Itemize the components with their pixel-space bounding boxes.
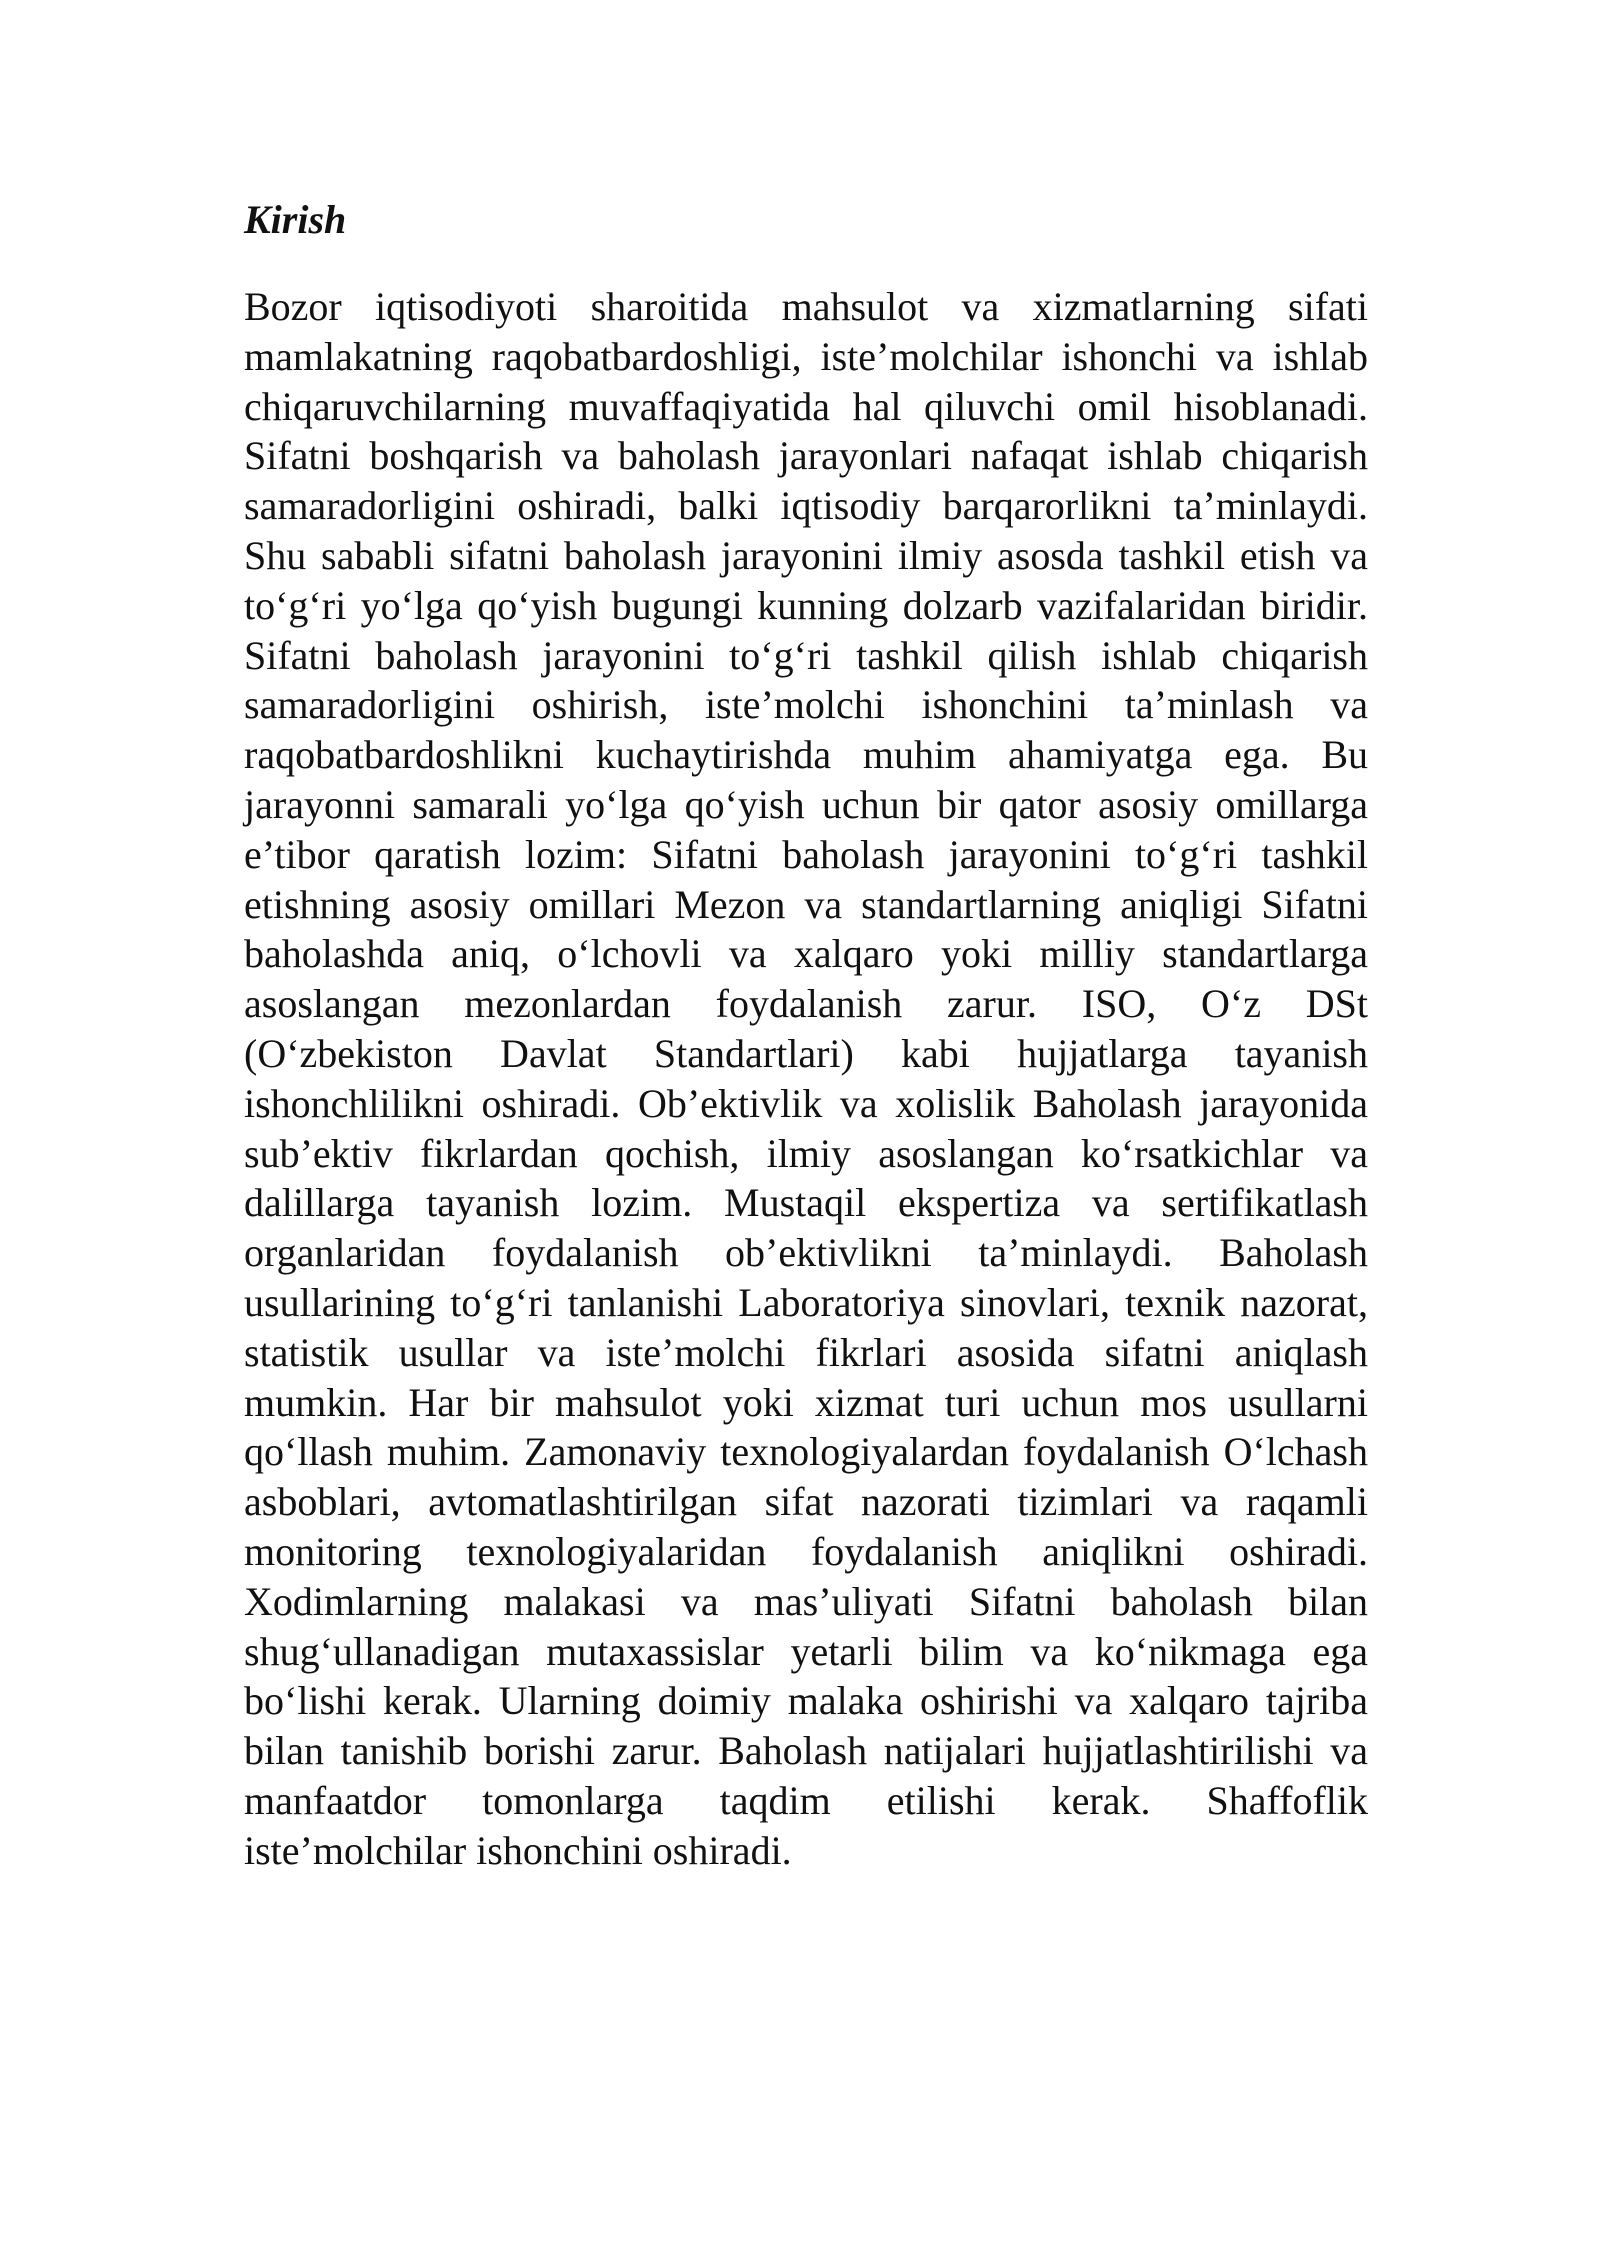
- section-heading: Kirish: [244, 197, 347, 242]
- document-content: [244, 190, 1368, 1876]
- body-paragraph: Bozor iqtisodiyoti sharoitida mahsulot va xizmatlarning sifati mamlakatning raqobatbardoshligi, iste’molchilar ishonchi va ishlab chiqaruvchilarning muvaffaqiyatida hal qiluvchi omil hisoblanadi. Sifatni boshqarish va baholash jarayonlari nafaqat ishlab chiqarish samaradorligini oshiradi, balki iqtisodiy barqarorlikni ta’minlaydi. Shu sababli sifatni baholash jarayonini ilmiy asosda tashkil etish va to‘g‘ri yo‘lga qo‘yish bugungi kunning dolzarb vazifalaridan biridir. Sifatni baholash jarayonini to‘g‘ri tashkil qilish ishlab chiqarish samaradorligini oshirish, iste’molchi ishonchini ta’minlash va raqobatbardoshlikni kuchaytirishda muhim ahamiyatga ega. Bu jarayonni samarali yo‘lga qo‘yish uchun bir qator asosiy omillarga e’tibor qaratish lozim: Sifatni baholash jarayonini to‘g‘ri tashkil etishning asosiy omillari Mezon va standartlarning aniqligi Sifatni baholashda aniq, o‘lchovli va xalqaro yoki milliy standartlarga asoslangan mezonlardan foydalanish zarur. ISO, O‘z DSt (O‘zbekiston Davlat Standartlari) kabi hujjatlarga tayanish ishonchlilikni oshiradi. Ob’ektivlik va xolislik Baholash jarayonida sub’ektiv fikrlardan qochish, ilmiy asoslangan ko‘rsatkichlar va dalillarga tayanish lozim. Mustaqil ekspertiza va sertifikatlash organlaridan foydalanish ob’ektivlikni ta’minlaydi. Baholash usullarining to‘g‘ri tanlanishi Laboratoriya sinovlari, texnik nazorat, statistik usullar va iste’molchi fikrlari asosida sifatni aniqlash mumkin. Har bir mahsulot yoki xizmat turi uchun mos usullarni qo‘llash muhim. Zamonaviy texnologiyalardan foydalanish O‘lchash asboblari, avtomatlashtirilgan sifat nazorati tizimlari va raqamli monitoring texnologiyalaridan foydalanish aniqlikni oshiradi. Xodimlarning malakasi va mas’uliyati Sifatni baholash bilan shug‘ullanadigan mutaxassislar yetarli bilim va ko‘nikmaga ega bo‘lishi kerak. Ularning doimiy malaka oshirishi va xalqaro tajriba bilan tanishib borishi zarur. Baholash natijalari hujjatlashtirilishi va manfaatdor tomonlarga taqdim etilishi kerak. Shaffoflik iste’molchilar ishonchini oshiradi.: [244, 284, 1368, 1873]
